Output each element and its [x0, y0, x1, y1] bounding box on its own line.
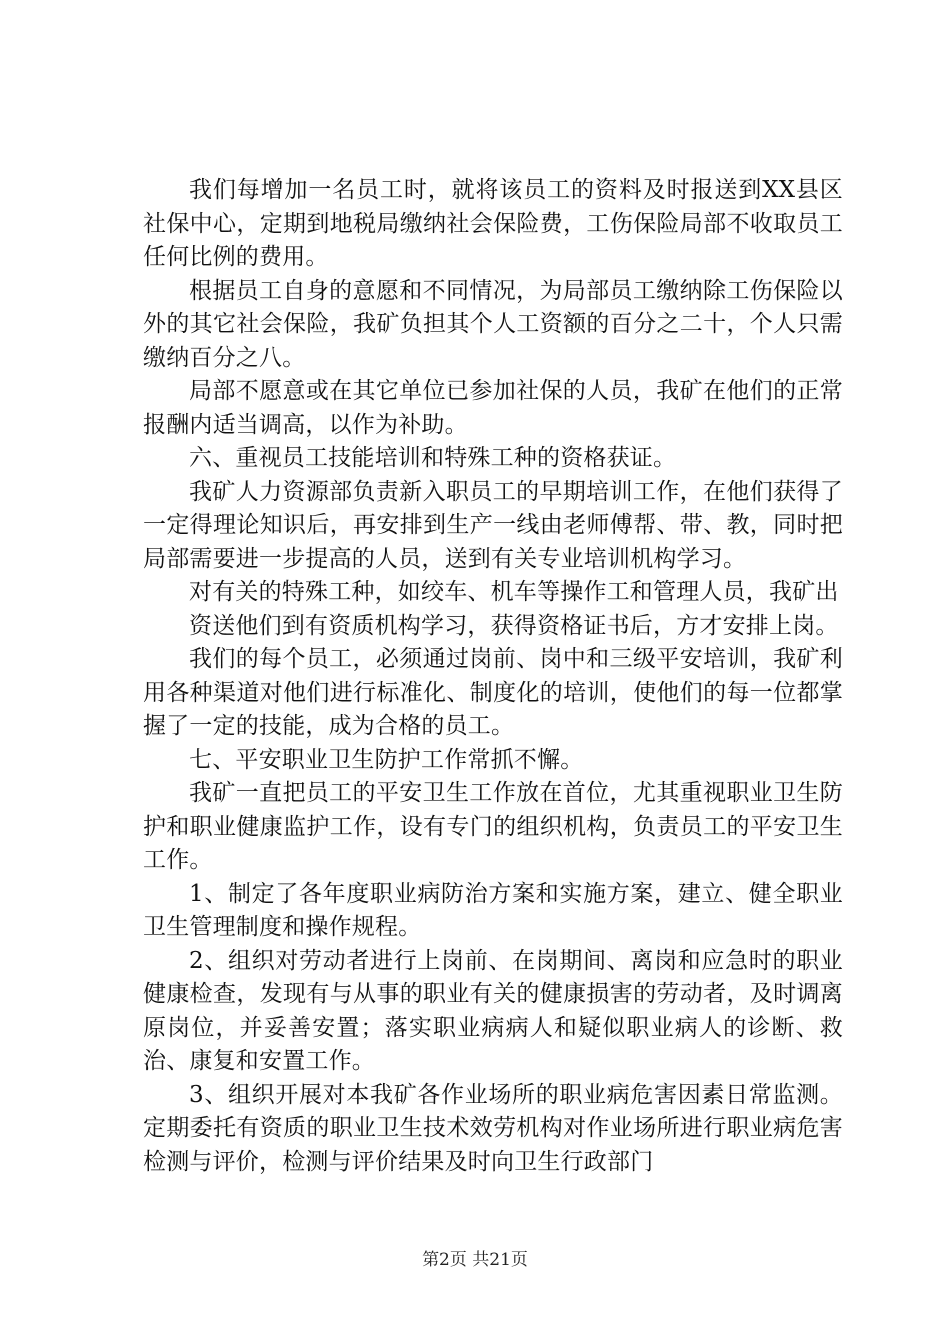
list-item: 1、制定了各年度职业病防治方案和实施方案，建立、健全职业卫生管理制度和操作规程。: [143, 880, 843, 940]
paragraph: 对有关的特殊工种，如绞车、机车等操作工和管理人员，我矿出: [189, 579, 839, 605]
section-heading: 七、平安职业卫生防护工作常抓不懈。: [189, 746, 584, 773]
paragraph: 根据员工自身的意愿和不同情况，为局部员工缴纳除工伤保险以外的其它社会保险，我矿负担其个人工资额的百分之二十，个人只需缴纳百分之八。: [143, 277, 843, 371]
section-heading: 六、重视员工技能培训和特殊工种的资格获证。: [189, 445, 677, 471]
paragraph: 我矿人力资源部负责新入职员工的早期培训工作，在他们获得了一定得理论知识后，再安排到生产一线由老师傅帮、带、教，同时把局部需要进一步提高的人员，送到有关专业培训机构学习。: [143, 478, 843, 572]
page-number-footer: 第2页 共21页: [422, 1250, 528, 1270]
paragraph: 我们的每个员工，必须通过岗前、岗中和三级平安培训，我矿利用各种渠道对他们进行标准化、制度化的培训，使他们的每一位都掌握了一定的技能，成为合格的员工。: [143, 646, 843, 739]
list-item: 3、组织开展对本我矿各作业场所的职业病危害因素日常监测。定期委托有资质的职业卫生技术效劳机构对作业场所进行职业病危害检测与评价，检测与评价结果及时向卫生行政部门: [143, 1081, 843, 1175]
paragraph: 我矿一直把员工的平安卫生工作放在首位，尤其重视职业卫生防护和职业健康监护工作，设有专门的组织机构，负责员工的平安卫生工作。: [143, 780, 843, 873]
paragraph: 资送他们到有资质机构学习，获得资格证书后，方才安排上岗。: [189, 612, 839, 639]
document-body: [143, 174, 843, 1179]
paragraph: 我们每增加一名员工时，就将该员工的资料及时报送到XX县区社保中心，定期到地税局缴纳社会保险费，工伤保险局部不收取员工任何比例的费用。: [143, 177, 843, 270]
paragraph: 局部不愿意或在其它单位已参加社保的人员，我矿在他们的正常报酬内适当调高，以作为补助。: [143, 378, 843, 438]
list-item: 2、组织对劳动者进行上岗前、在岗期间、离岗和应急时的职业健康检查，发现有与从事的职业有关的健康损害的劳动者，及时调离原岗位，并妥善安置；落实职业病病人和疑似职业病人的诊断、救治、康复和安置工作。: [143, 947, 843, 1074]
